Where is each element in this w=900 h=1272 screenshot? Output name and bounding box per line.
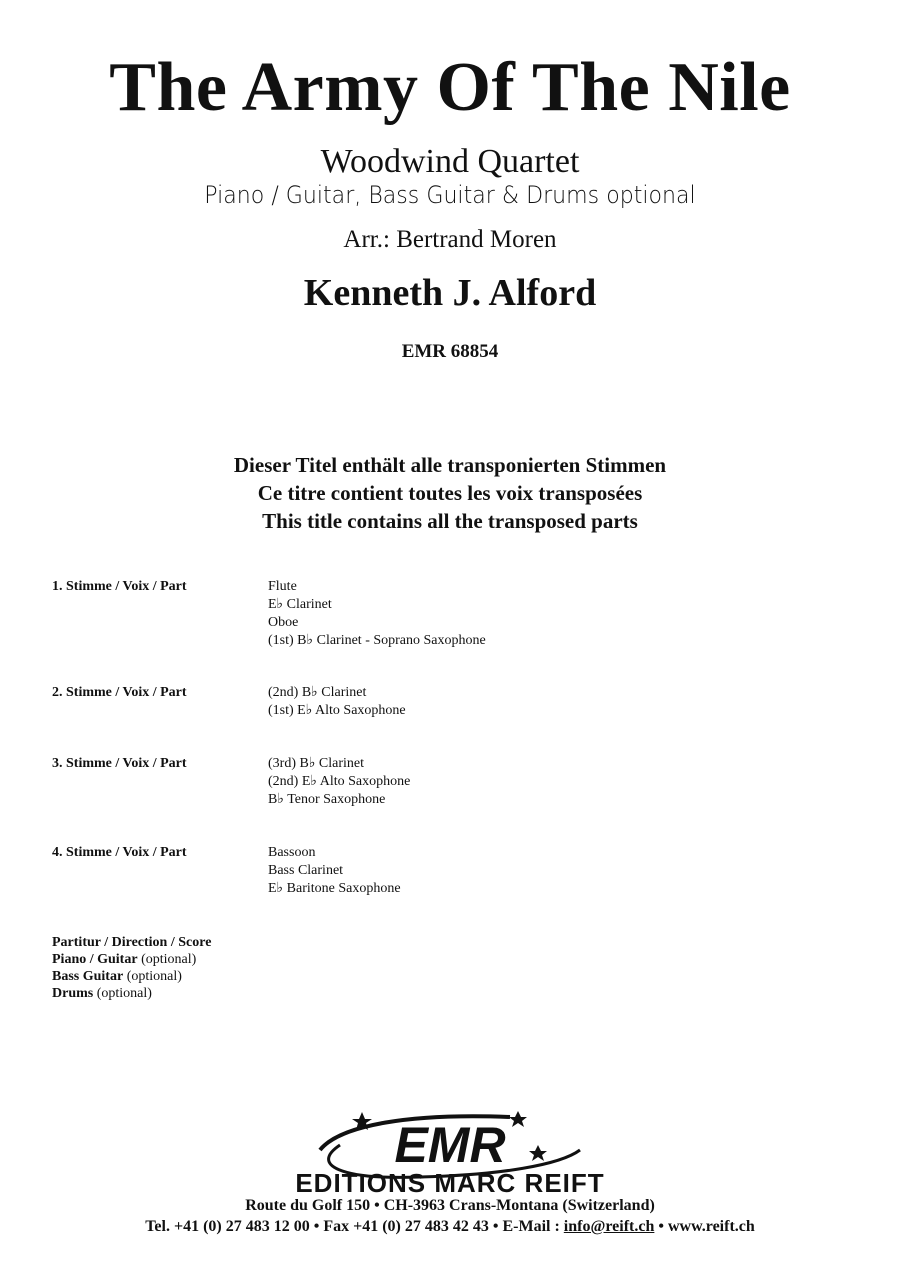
- part-2-label: 2. Stimme / Voix / Part: [52, 685, 187, 700]
- star-icon: [509, 1111, 527, 1127]
- part-3-instruments: [268, 755, 410, 809]
- arranger: Arr.: Bertrand Moren: [343, 226, 557, 253]
- extra-piano-guitar: Piano / Guitar (optional): [52, 952, 197, 967]
- part-2-instruments: [268, 684, 406, 720]
- part-4-label: 4. Stimme / Voix / Part: [52, 845, 187, 860]
- transposed-notice-en: This title contains all the transposed parts: [262, 509, 638, 533]
- instrument-item: (2nd) B♭ Clarinet: [268, 685, 367, 700]
- instrumentation: Piano / Guitar, Bass Guitar & Drums optional: [204, 181, 696, 209]
- publisher-name: EDITIONS MARC REIFT: [295, 1168, 605, 1198]
- extra-parts-list: [52, 934, 211, 1002]
- instrument-item: Flute: [268, 579, 297, 594]
- instrument-item: Bass Clarinet: [268, 863, 344, 878]
- instrument-item: Oboe: [268, 615, 299, 630]
- extra-bass-guitar: Bass Guitar (optional): [52, 969, 182, 984]
- instrument-item: E♭ Clarinet: [268, 597, 332, 612]
- star-icon: [529, 1145, 547, 1161]
- email-link[interactable]: info@reift.ch: [563, 1218, 655, 1235]
- instrument-item: Bassoon: [268, 845, 316, 860]
- composer: Kenneth J. Alford: [303, 272, 597, 314]
- page-title: The Army Of The Nile: [109, 49, 791, 126]
- subtitle: Woodwind Quartet: [320, 143, 580, 180]
- instrument-item: (1st) B♭ Clarinet - Soprano Saxophone: [268, 633, 486, 648]
- catalog-number: EMR 68854: [401, 341, 499, 362]
- instrument-item: E♭ Baritone Saxophone: [268, 881, 401, 896]
- part-3-label: 3. Stimme / Voix / Part: [52, 756, 187, 771]
- part-1-label: 1. Stimme / Voix / Part: [52, 579, 187, 594]
- publisher-contact: Tel. +41 (0) 27 483 12 00 • Fax +41 (0) 27 483 42 43 • E-Mail : info@reift.ch • www.reift.ch: [145, 1218, 755, 1235]
- transposed-notice-de: Dieser Titel enthält alle transponierten Stimmen: [233, 453, 667, 477]
- instrument-item: (1st) E♭ Alto Saxophone: [268, 703, 406, 718]
- logo-text: EMR: [394, 1117, 506, 1173]
- transposed-notice-fr: Ce titre contient toutes les voix transposées: [257, 481, 643, 505]
- part-4-instruments: [268, 844, 401, 898]
- instrument-item: (3rd) B♭ Clarinet: [268, 756, 365, 771]
- publisher-address: Route du Golf 150 • CH-3963 Crans-Montana (Switzerland): [245, 1197, 655, 1214]
- extra-drums: Drums (optional): [52, 986, 152, 1001]
- part-1-instruments: [268, 578, 486, 650]
- instrument-item: B♭ Tenor Saxophone: [268, 792, 386, 807]
- instrument-item: (2nd) E♭ Alto Saxophone: [268, 774, 411, 789]
- extra-score: Partitur / Direction / Score: [52, 935, 212, 950]
